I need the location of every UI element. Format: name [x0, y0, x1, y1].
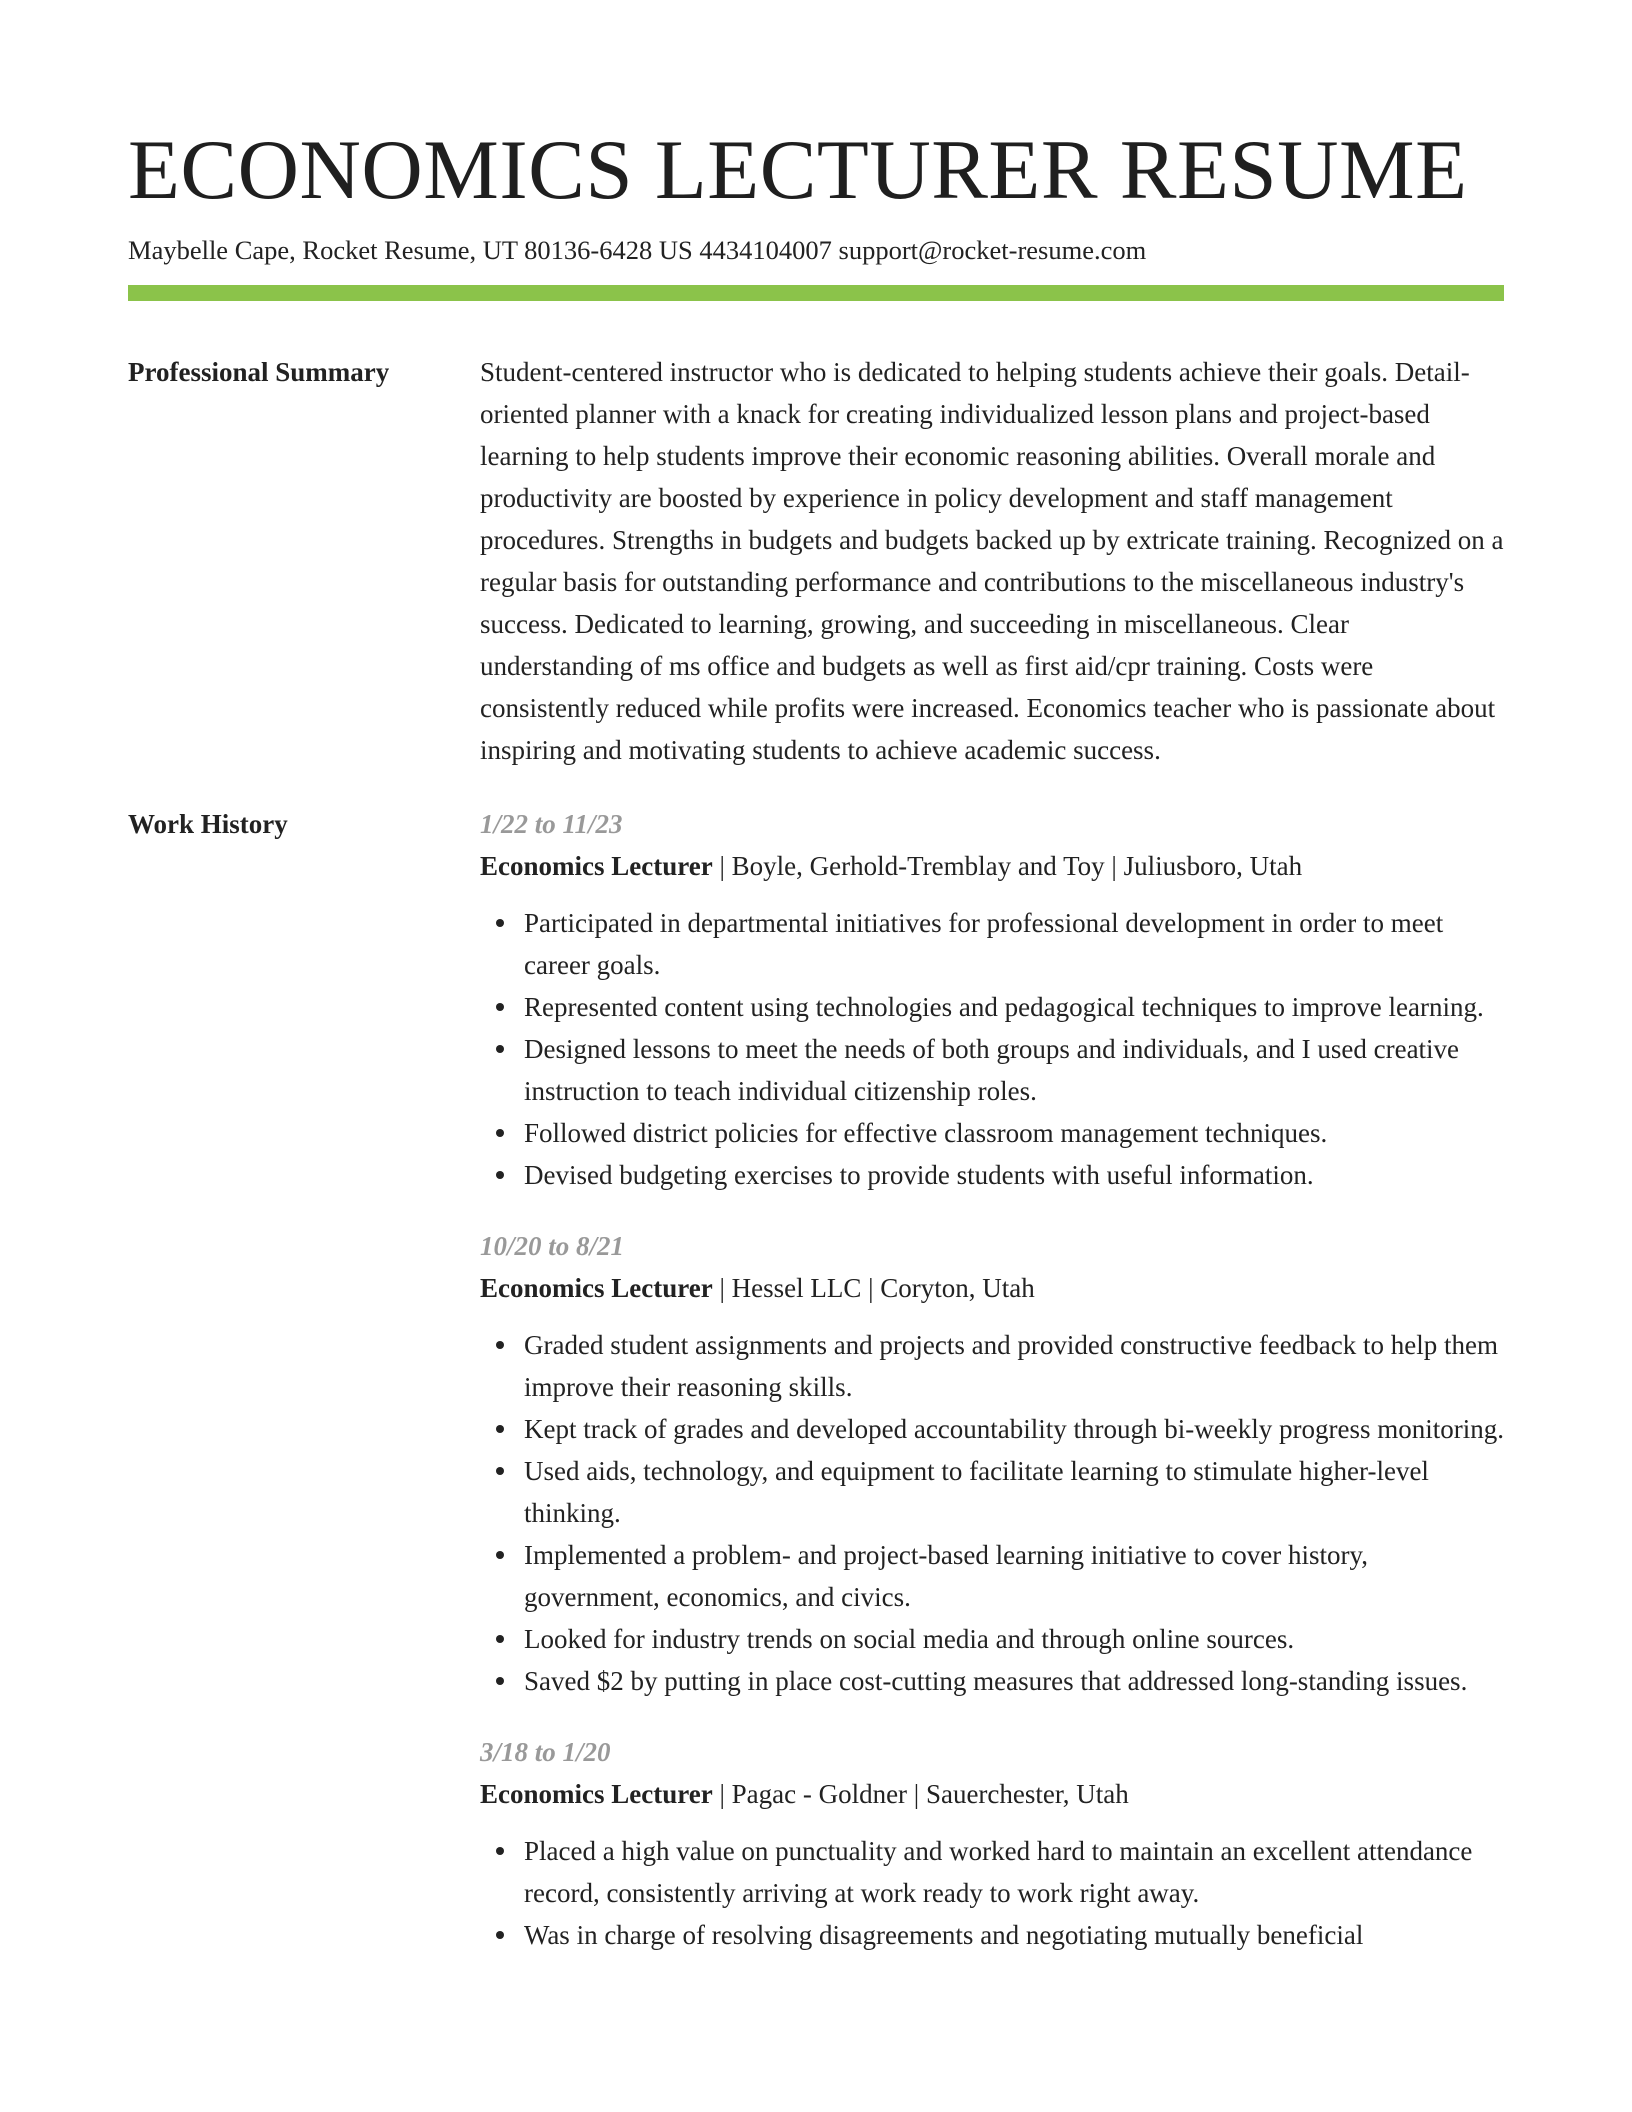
- resume-title: ECONOMICS LECTURER RESUME: [128, 123, 1468, 217]
- summary-text: Student-centered instructor who is dedicated to helping students achieve their goals. Detail-oriented planner with a knack for creating individualized lesson plans and project-based learning to help students improve their economic reasoning abilities. Overall morale and productivity are boosted by experience in policy development and staff management procedures. Strengths in budgets and budgets backed up by extricate training. Recognized on a regular basis for outstanding performance and contributions to the miscellaneous industry's success. Dedicated to learning, growing, and succeeding in miscellaneous. Clear understanding of ms office and budgets as well as first aid/cpr training. Costs were consistently reduced while profits were increased. Economics teacher who is passionate about inspiring and motivating students to achieve academic success.: [480, 357, 1504, 765]
- contact-line: Maybelle Cape, Rocket Resume, UT 80136-6428 US 4434104007 support@rocket-resume.com: [128, 235, 1147, 265]
- job-role-line: [480, 1267, 1504, 1309]
- work-history-heading: Work History: [128, 809, 288, 839]
- job-title: Economics Lecturer: [480, 1273, 713, 1303]
- job-company-location: | Pagac - Goldner | Sauerchester, Utah: [712, 1779, 1129, 1809]
- job-entry: [480, 803, 1504, 1196]
- job-title: Economics Lecturer: [480, 1779, 713, 1809]
- job-title: Economics Lecturer: [480, 851, 713, 881]
- job-bullet: Represented content using technologies and pedagogical techniques to improve learning.: [524, 986, 1504, 1028]
- job-bullet: Saved $2 by putting in place cost-cutting measures that addressed long-standing issues.: [524, 1660, 1504, 1702]
- job-role-line: [480, 845, 1504, 887]
- job-bullet: Kept track of grades and developed accountability through bi-weekly progress monitoring.: [524, 1408, 1504, 1450]
- job-bullet: Participated in departmental initiatives for professional development in order to meet career goals.: [524, 902, 1504, 986]
- job-dates: 3/18 to 1/20: [480, 1737, 611, 1767]
- job-bullet: Designed lessons to meet the needs of both groups and individuals, and I used creative instruction to teach individual citizenship roles.: [524, 1028, 1504, 1112]
- work-history-section: [128, 803, 1504, 1985]
- job-role-line: [480, 1773, 1504, 1815]
- summary-section: [128, 351, 1504, 771]
- summary-heading: Professional Summary: [128, 357, 390, 387]
- job-bullet: Looked for industry trends on social media and through online sources.: [524, 1618, 1504, 1660]
- summary-body: [480, 351, 1504, 771]
- job-dates: 10/20 to 8/21: [480, 1231, 625, 1261]
- resume-page: [128, 0, 1504, 1985]
- job-bullet: Graded student assignments and projects and provided constructive feedback to help them improve their reasoning skills.: [524, 1324, 1504, 1408]
- job-entry: [480, 1731, 1504, 1956]
- job-bullet-list: [480, 1830, 1504, 1956]
- job-company-location: | Boyle, Gerhold-Tremblay and Toy | Juliusboro, Utah: [712, 851, 1303, 881]
- job-dates: 1/22 to 11/23: [480, 809, 623, 839]
- job-bullet: Implemented a problem- and project-based learning initiative to cover history, government, economics, and civics.: [524, 1534, 1504, 1618]
- header-divider: [128, 285, 1504, 301]
- job-entry: [480, 1225, 1504, 1702]
- job-bullet: Used aids, technology, and equipment to facilitate learning to stimulate higher-level thinking.: [524, 1450, 1504, 1534]
- job-bullet-list: [480, 902, 1504, 1196]
- job-bullet-list: [480, 1324, 1504, 1702]
- job-company-location: | Hessel LLC | Coryton, Utah: [712, 1273, 1035, 1303]
- work-history-body: [480, 803, 1504, 1985]
- job-bullet: Was in charge of resolving disagreements and negotiating mutually beneficial: [524, 1914, 1504, 1956]
- job-bullet: Devised budgeting exercises to provide students with useful information.: [524, 1154, 1504, 1196]
- job-bullet: Placed a high value on punctuality and worked hard to maintain an excellent attendance record, consistently arriving at work ready to work right away.: [524, 1830, 1504, 1914]
- job-bullet: Followed district policies for effective classroom management techniques.: [524, 1112, 1504, 1154]
